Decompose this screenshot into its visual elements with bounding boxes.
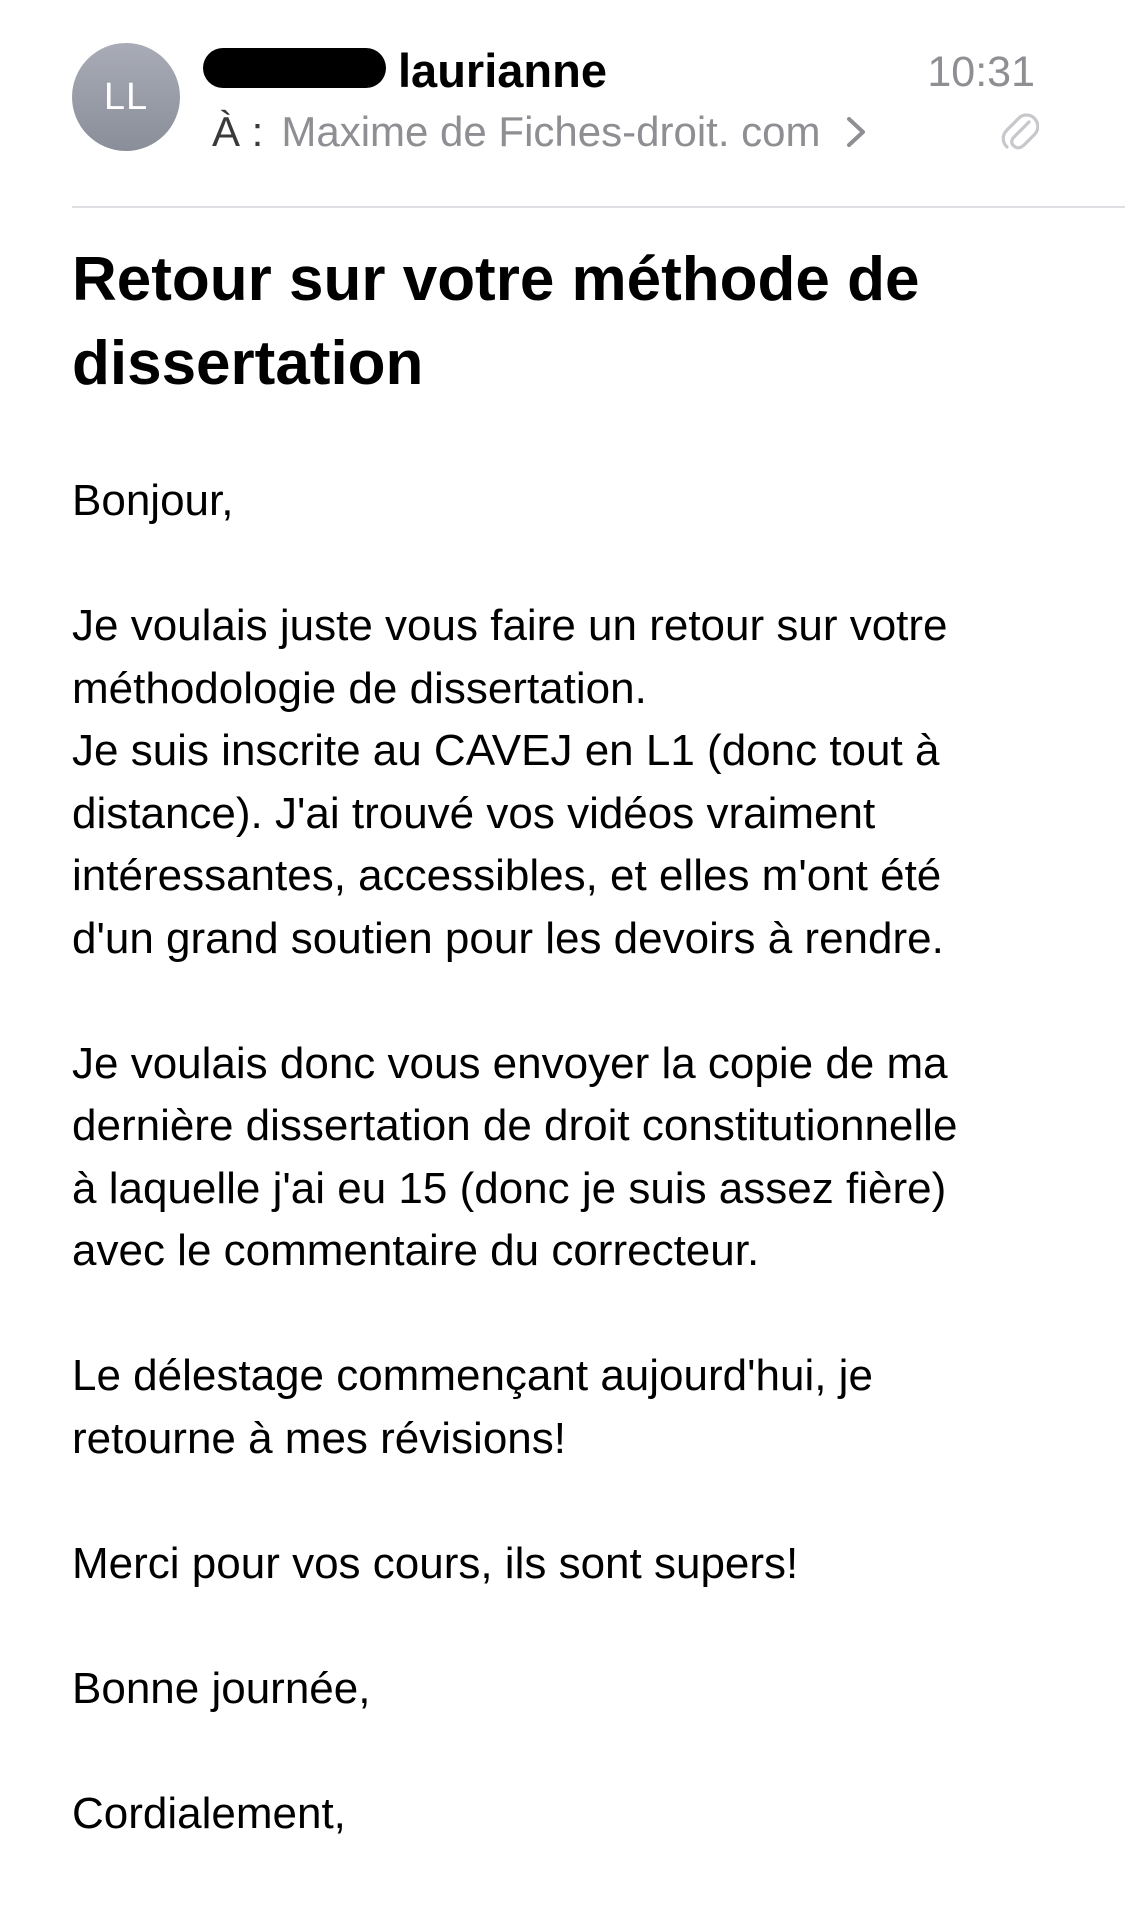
paperclip-icon[interactable]: [999, 108, 1039, 154]
body-paragraph: Je voulais juste vous faire un retour sur votre méthodologie de dissertation. Je suis inscrite au CAVEJ en L1 (donc tout à distance). J'ai trouvé vos vidéos vraiment intéressantes, accessibles, et elles m'ont été d'un grand soutien pour les devoirs à rendre.: [72, 601, 948, 963]
sender-avatar[interactable]: [72, 43, 180, 151]
closing: Bonne journée,: [72, 1663, 371, 1713]
body-paragraph: Le délestage commençant aujourd'hui, je retourne à mes révisions!: [72, 1351, 873, 1463]
header-divider: [72, 206, 1125, 208]
message-time: 10:31: [927, 48, 1035, 96]
avatar-initials: LL: [103, 75, 149, 118]
to-label: À :: [212, 108, 264, 155]
email-subject: Retour sur votre méthode de dissertation: [72, 245, 920, 398]
body-paragraph: Je voulais donc vous envoyer la copie de ma dernière dissertation de droit constitutionnelle à laquelle j'ai eu 15 (donc je suis assez fière) avec le commentaire du correcteur.: [72, 1038, 958, 1275]
redaction-bar: [203, 48, 386, 88]
message-header: [0, 0, 1125, 208]
body-paragraph: Merci pour vos cours, ils sont supers!: [72, 1538, 799, 1588]
recipient-row[interactable]: [212, 106, 871, 158]
recipient-name[interactable]: Maxime de Fiches-droit. com: [281, 108, 821, 155]
chevron-right-icon[interactable]: [841, 111, 871, 153]
sender-name[interactable]: laurianne: [398, 44, 607, 97]
email-body: [72, 470, 1072, 1908]
closing: Cordialement,: [72, 1788, 346, 1838]
greeting: Bonjour,: [72, 476, 234, 525]
